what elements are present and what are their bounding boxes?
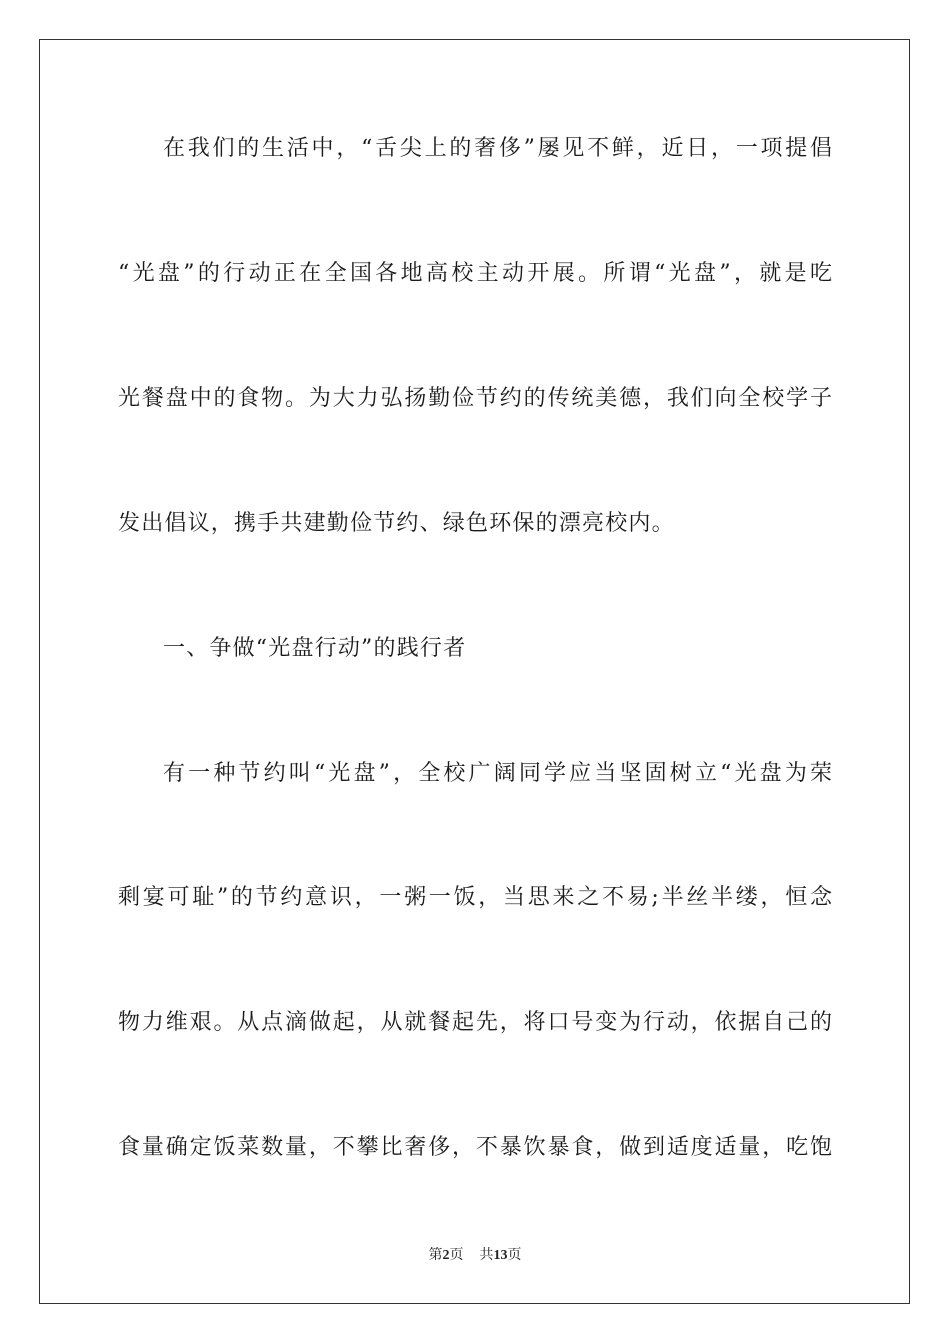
total-prefix: 共 [479, 1247, 494, 1263]
page-suffix: 页 [449, 1247, 464, 1263]
page-footer [0, 1246, 950, 1265]
paragraph-1-line-4: 发出倡议，携手共建勤俭节约、绿色环保的漂亮校内。 [118, 511, 675, 536]
paragraph-1-line-3: 光餐盘中的食物。为大力弘扬勤俭节约的传统美德，我们向全校学子 [118, 386, 832, 411]
section-heading: 一、争做“光盘行动”的践行者 [163, 636, 467, 661]
paragraph-2-line-4: 食量确定饭菜数量，不攀比奢侈，不暴饮暴食，做到适度适量，吃饱 [118, 1135, 832, 1160]
paragraph-2-line-2: 剩宴可耻”的节约意识，一粥一饭，当思来之不易;半丝半缕，恒念 [118, 885, 832, 910]
paragraph-1-line-2: “光盘”的行动正在全国各地高校主动开展。所谓“光盘”，就是吃 [118, 261, 832, 286]
page-border [39, 39, 910, 1304]
paragraph-2-line-3: 物力维艰。从点滴做起，从就餐起先，将口号变为行动，依据自己的 [118, 1010, 832, 1035]
total-suffix: 页 [507, 1247, 522, 1263]
paragraph-1-line-1: 在我们的生活中，“舌尖上的奢侈”屡见不鲜，近日，一项提倡 [163, 136, 832, 161]
total-pages: 13 [493, 1248, 508, 1263]
page-prefix: 第 [428, 1247, 443, 1263]
paragraph-2-line-1: 有一种节约叫“光盘”，全校广阔同学应当坚固树立“光盘为荣 [163, 761, 832, 786]
page-number: 2 [442, 1248, 450, 1263]
